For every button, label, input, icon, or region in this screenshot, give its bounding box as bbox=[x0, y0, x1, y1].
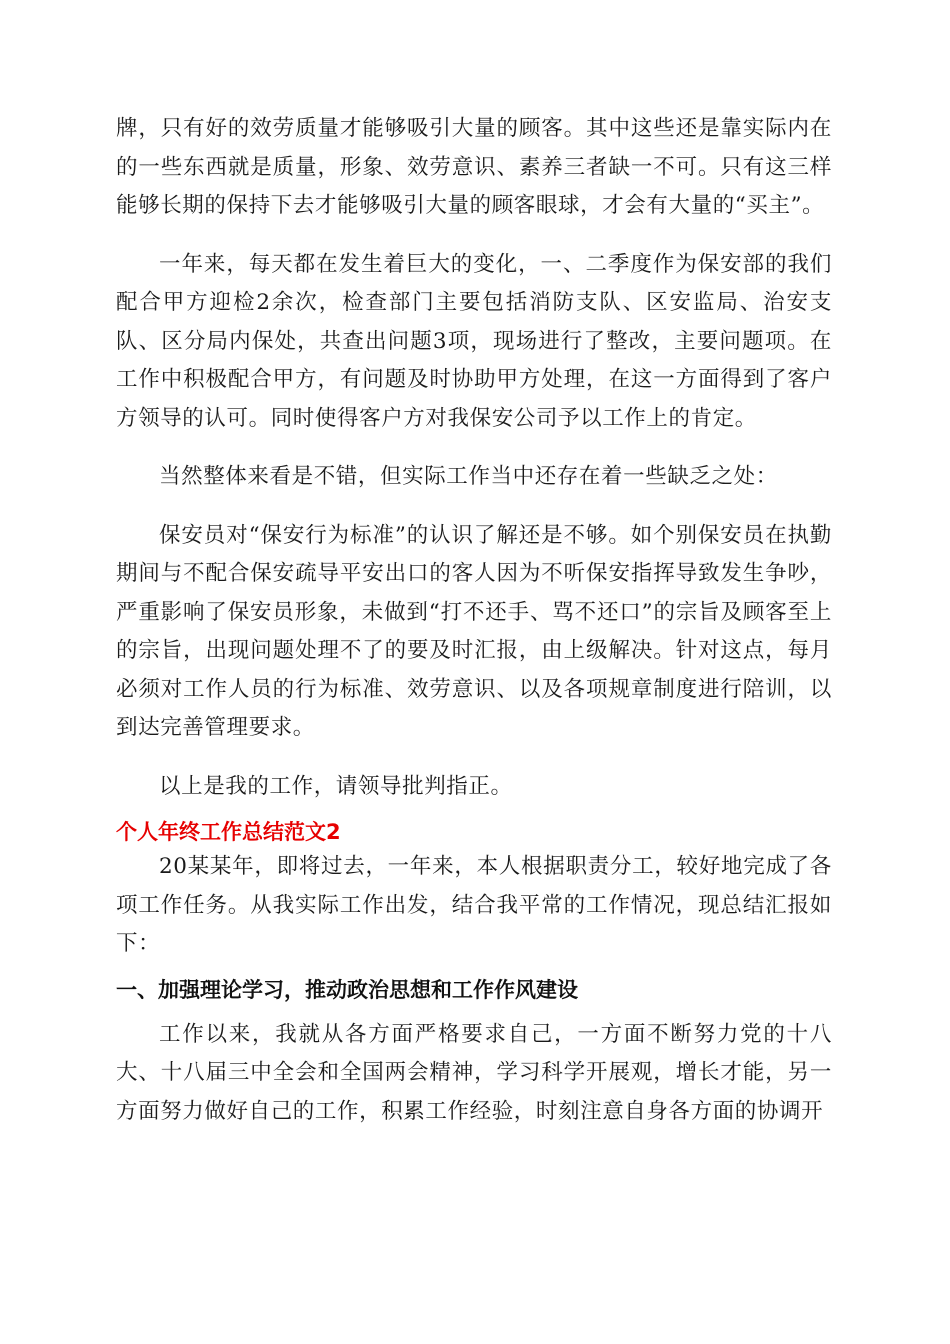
paragraph-study: 工作以来，我就从各方面严格要求自己，一方面不断努力党的十八大、十八届三中全会和全国两会精神，学习科学开展观，增长才能，另一方面努力做好自己的工作，积累工作经验，时刻注意自身各方面的协调开 bbox=[116, 1021, 832, 1124]
paragraph-continuation: 牌，只有好的效劳质量才能够吸引大量的顾客。其中这些还是靠实际内在的一些东西就是质量，形象、效劳意识、素养三者缺一不可。只有这三样能够长期的保持下去才能够吸引大量的顾客眼球，才会有大量的“买主”。 bbox=[116, 116, 832, 218]
paragraph-closing: 以上是我的工作，请领导批判指正。 bbox=[159, 773, 513, 799]
paragraph-inspection: 一年来，每天都在发生着巨大的变化，一、二季度作为保安部的我们配合甲方迎检2余次，检查部门主要包括消防支队、区安监局、治安支队、区分局内保处，共查出问题3项，现场进行了整改，主要问题项。在工作中积极配合甲方，有问题及时协助甲方处理，在这一方面得到了客户方领导的认可。同时使得客户方对我保安公司予以工作上的肯定。 bbox=[116, 251, 832, 431]
section-title: 个人年终工作总结范文2 bbox=[116, 820, 341, 844]
paragraph-section-intro: 20某某年，即将过去，一年来，本人根据职责分工，较好地完成了各项工作任务。从我实际工作出发，结合我平常的工作情况，现总结汇报如下： bbox=[116, 854, 832, 956]
subheading: 一、加强理论学习，推动政治思想和工作作风建设 bbox=[116, 977, 578, 1002]
document-page bbox=[116, 110, 832, 1131]
paragraph-shortcomings: 当然整体来看是不错，但实际工作当中还存在着一些缺乏之处： bbox=[159, 464, 778, 489]
paragraph-guard-conduct: 保安员对“保安行为标准”的认识了解还是不够。如个别保安员在执勤期间与不配合保安疏导平安出口的客人因为不听保安指挥导致发生争吵，严重影响了保安员形象，未做到“打不还手、骂不还口”的宗旨及顾客至上的宗旨，出现问题处理不了的要及时汇报，由上级解决。针对这点，每月必须对工作人员的行为标准、效劳意识、以及各项规章制度进行陪训，以到达完善管理要求。 bbox=[116, 522, 832, 740]
